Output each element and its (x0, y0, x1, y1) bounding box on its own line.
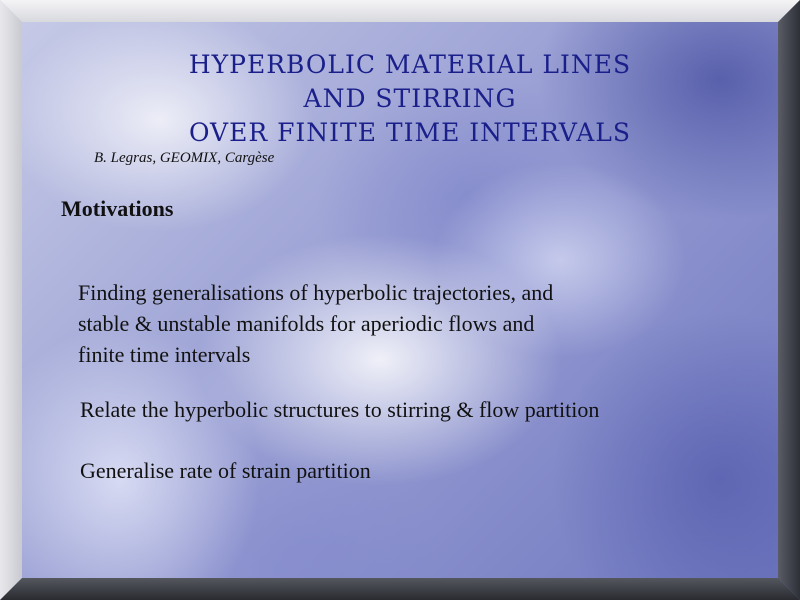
motivation-item-1 (78, 277, 718, 370)
motivation-item-line: stable & unstable manifolds for aperiodic flows and (78, 311, 535, 336)
section-heading: Motivations (61, 196, 174, 221)
frame-bevel-right (778, 0, 800, 600)
motivation-item-line: finite time intervals (78, 342, 251, 367)
frame-bevel-bottom (0, 578, 800, 600)
motivation-item-line: Finding generalisations of hyperbolic trajectories, and (78, 280, 554, 305)
slide-title-line: AND STIRRING (303, 84, 517, 113)
slide-title-line: HYPERBOLIC MATERIAL LINES (188, 50, 632, 79)
frame-bevel-top (0, 0, 800, 22)
slide-title (100, 48, 720, 150)
slide-title-line: OVER FINITE TIME INTERVALS (188, 118, 632, 147)
motivation-item-3: Generalise rate of strain partition (80, 458, 371, 483)
frame-bevel-left (0, 0, 22, 600)
motivation-item-2: Relate the hyperbolic structures to stirring & flow partition (80, 397, 600, 422)
author-line: B. Legras, GEOMIX, Cargèse (94, 150, 275, 166)
